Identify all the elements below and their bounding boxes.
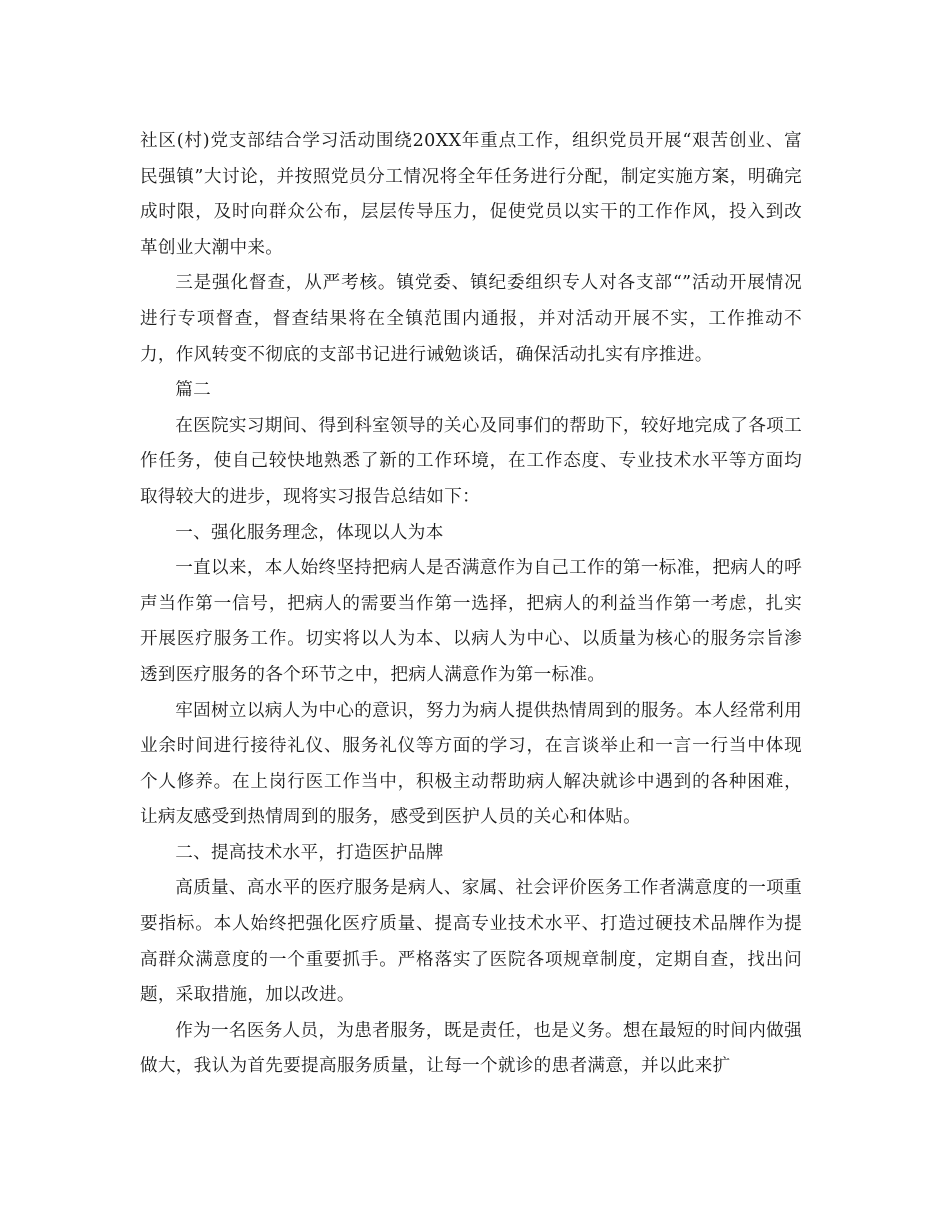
paragraph: 三是强化督查，从严考核。镇党委、镇纪委组织专人对各支部“”活动开展情况进行专项督查，督查结果将在全镇范围内通报，并对活动开展不实，工作推动不力，作风转变不彻底的支部书记进行诫勉谈话，确保活动扎实有序推进。 xyxy=(140,273,802,365)
paragraph: 牢固树立以病人为中心的意识，努力为病人提供热情周到的服务。本人经常利用业余时间进行接待礼仪、服务礼仪等方面的学习，在言谈举止和一言一行当中体现个人修养。在上岗行医工作当中，积极主动帮助病人解决就诊中遇到的各种困难，让病友感受到热情周到的服务，感受到医护人员的关心和体贴。 xyxy=(140,700,802,828)
paragraph: 在医院实习期间、得到科室领导的关心及同事们的帮助下，较好地完成了各项工作任务，使自己较快地熟悉了新的工作环境，在工作态度、专业技术水平等方面均取得较大的进步，现将实习报告总结如下： xyxy=(140,415,802,507)
paragraph: 高质量、高水平的医疗服务是病人、家属、社会评价医务工作者满意度的一项重要指标。本人始终把强化医疗质量、提高专业技术水平、打造过硬技术品牌作为提高群众满意度的一个重要抓手。严格落实了医院各项规章制度，定期自查，找出问题，采取措施，加以改进。 xyxy=(140,878,802,1006)
section-heading: 篇二 xyxy=(175,380,211,401)
document-body xyxy=(140,124,802,1085)
paragraph: 作为一名医务人员，为患者服务，既是责任，也是义务。想在最短的时间内做强做大，我认为首先要提高服务质量，让每一个就诊的患者满意，并以此来扩 xyxy=(140,1020,802,1077)
section-heading: 二、提高技术水平，打造医护品牌 xyxy=(175,842,444,863)
section-heading: 一、强化服务理念，体现以人为本 xyxy=(175,522,444,543)
paragraph: 社区(村)党支部结合学习活动围绕20XX年重点工作，组织党员开展“艰苦创业、富民强镇”大讨论，并按照党员分工情况将全年任务进行分配，制定实施方案，明确完成时限，及时向群众公布，层层传导压力，促使党员以实干的工作作风，投入到改革创业大潮中来。 xyxy=(140,131,802,258)
paragraph: 一直以来，本人始终坚持把病人是否满意作为自己工作的第一标准，把病人的呼声当作第一信号，把病人的需要当作第一选择，把病人的利益当作第一考虑，扎实开展医疗服务工作。切实将以人为本、以病人为中心、以质量为核心的服务宗旨渗透到医疗服务的各个环节之中，把病人满意作为第一标准。 xyxy=(140,558,802,685)
